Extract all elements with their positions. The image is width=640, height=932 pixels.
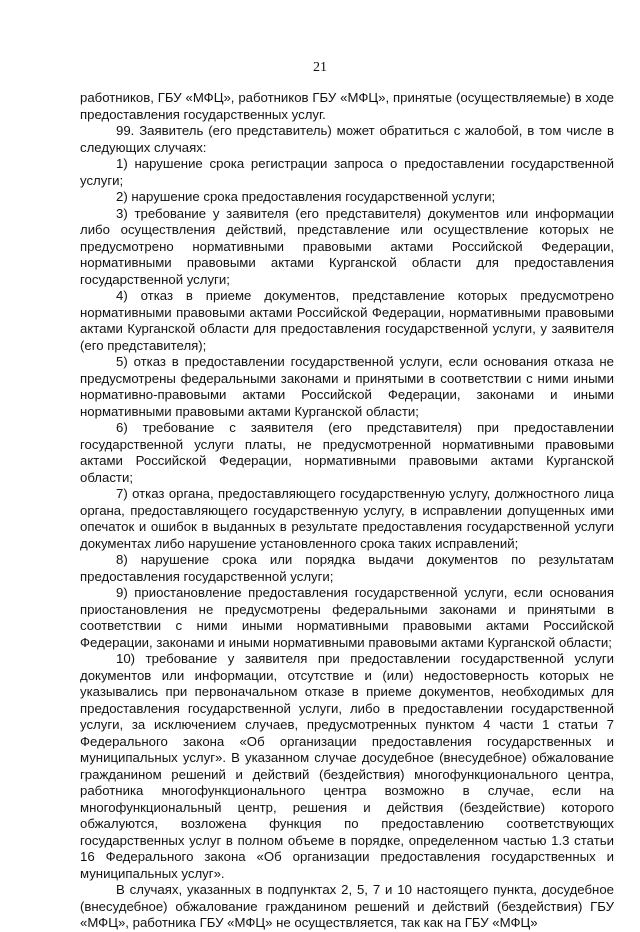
list-item: 2) нарушение срока предоставления государственной услуги; (116, 189, 496, 204)
page-number: 21 (313, 60, 327, 75)
list-item: 1) нарушение срока регистрации запроса о предоставлении государственной услуги; (80, 156, 614, 188)
list-item: 9) приостановление предоставления государственной услуги, если основания приостановления не предусмотрены федеральными законами и принятыми в соответствии с ними иными нормативными правовыми актами Российской Федерации, законами и иными нормативными правовыми актами Курганской области; (80, 585, 614, 650)
list-item: 7) отказ органа, предоставляющего государственную услугу, должностного лица органа, предоставляющего государственную услугу, в исправлении допущенных ими опечаток и ошибок в выданных в результате предоставления государственной услуги документах либо нарушение установленного срока таких исправлений; (80, 486, 614, 551)
list-item: 10) требование у заявителя при предоставлении государственной услуги документов или информации, отсутствие и (или) недостоверность которых не указывались при первоначальном отказе в приеме документов, необходимых для предоставления государственной услуги, либо в предоставлении государственной услуги, за исключением случаев, предусмотренных пунктом 4 части 1 статьи 7 Федерального закона «Об организации предоставления государственных и муниципальных услуг». В указанном случае досудебное (внесудебное) обжалование гражданином решений и действий (бездействия) многофункционального центра, работника многофункционального центра возможно в случае, если на многофункциональный центр, решения и действия (бездействие) которого обжалуются, возложена функция по предоставлению соответствующих государственных услуг в полном объеме в порядке, определенном частью 1.3 статьи 16 Федерального закона «Об организации предоставления государственных и муниципальных услуг». (80, 651, 614, 881)
paragraph: В случаях, указанных в подпунктах 2, 5, 7 и 10 настоящего пункта, досудебное (внесудебное) обжалование гражданином решений и действий (бездействия) ГБУ «МФЦ», работника ГБУ «МФЦ» не осуществляется, так как на ГБУ «МФЦ» (80, 882, 614, 930)
list-item: 5) отказ в предоставлении государственной услуги, если основания отказа не предусмотрены федеральными законами и принятыми в соответствии с ними иными нормативно-правовыми актами Российской Федерации, законами и иными нормативными правовыми актами Курганской области; (80, 354, 614, 419)
list-item: 4) отказ в приеме документов, представление которых предусмотрено нормативными правовыми актами Российской Федерации, нормативными правовыми актами Курганской области для предоставления государственной услуги, у заявителя (его представителя); (80, 288, 614, 353)
list-item: 8) нарушение срока или порядка выдачи документов по результатам предоставления государственной услуги; (80, 552, 614, 584)
list-item: 6) требование с заявителя (его представителя) при предоставлении государственной услуги платы, не предусмотренной нормативными правовыми актами Российской Федерации, нормативными правовыми актами Курганской области; (80, 420, 614, 485)
paragraph: работников, ГБУ «МФЦ», работников ГБУ «МФЦ», принятые (осуществляемые) в ходе предоставления государственных услуг. (80, 90, 614, 122)
paragraph-item-99: 99. Заявитель (его представитель) может обратиться с жалобой, в том числе в следующих случаях: (80, 123, 614, 155)
document-body (80, 90, 614, 932)
list-item: 3) требование у заявителя (его представителя) документов или информации либо осуществления действий, представление или осуществление которых не предусмотрено нормативными правовыми актами Российской Федерации, нормативными правовыми актами Курганской области для предоставления государственной услуги; (80, 205, 614, 287)
